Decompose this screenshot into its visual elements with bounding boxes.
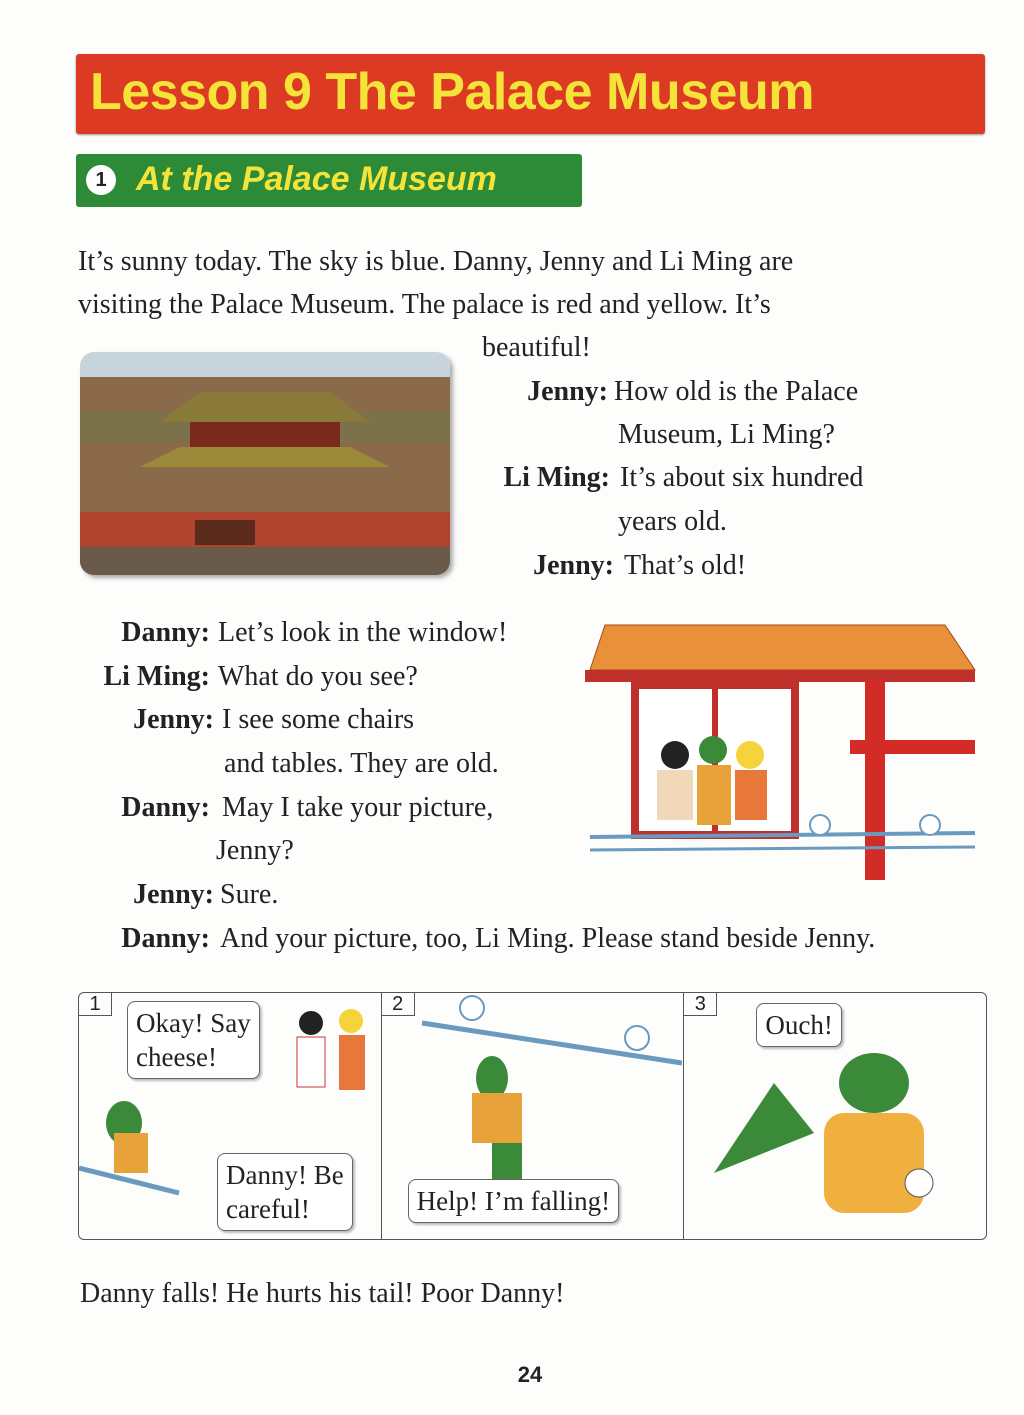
speaker-label: Danny:	[121, 923, 210, 954]
panel-number: 1	[79, 993, 112, 1016]
bubble-line: cheese!	[136, 1042, 217, 1072]
dialogue-line: Sure.	[220, 879, 279, 910]
speaker-label: Jenny:	[133, 704, 214, 735]
dialogue-line: What do you see?	[218, 661, 418, 692]
page-number: 24	[517, 1362, 543, 1387]
speaker-label: Li Ming:	[103, 661, 210, 692]
intro-line: It’s sunny today. The sky is blue. Danny, Jenny and Li Ming are	[78, 246, 794, 277]
speaker-label: Jenny:	[133, 879, 214, 910]
dialogue-line: I see some chairs	[222, 704, 415, 735]
bubble-line: Danny! Be	[226, 1160, 344, 1190]
dialogue-line: and tables. They are old.	[224, 748, 499, 779]
panel-number: 3	[684, 993, 717, 1016]
comic-panel-3	[684, 993, 986, 1239]
speaker-label: Jenny:	[533, 550, 614, 581]
intro-line: visiting the Palace Museum. The palace is red and yellow. It’s	[78, 289, 771, 320]
comic-panel-1	[79, 993, 382, 1239]
dialogue-line: Museum, Li Ming?	[618, 419, 835, 450]
lesson-title-banner	[76, 54, 985, 134]
dialogue-line: years old.	[618, 506, 727, 537]
lesson-title: Lesson 9 The Palace Museum	[90, 63, 814, 121]
comic-panel-2	[382, 993, 685, 1239]
bubble-line: careful!	[226, 1194, 310, 1224]
speech-bubble	[408, 1179, 619, 1223]
intro-line: beautiful!	[482, 332, 591, 363]
section-number: 1	[86, 165, 116, 195]
palace-museum-photo	[80, 352, 450, 575]
dialogue-line: It’s about six hundred	[620, 462, 864, 493]
comic-strip	[78, 992, 987, 1240]
window-illustration	[585, 615, 980, 900]
dialogue-line: How old is the Palace	[614, 376, 859, 407]
dialogue-line: That’s old!	[624, 550, 747, 581]
section-banner	[76, 154, 582, 207]
closing-text: Danny falls! He hurts his tail! Poor Danny!	[80, 1278, 565, 1309]
dialogue-line: And your picture, too, Li Ming. Please stand beside Jenny.	[220, 923, 876, 954]
speaker-label: Danny:	[121, 792, 210, 823]
bubble-line: Okay! Say	[136, 1008, 251, 1038]
dialogue-line: Let’s look in the window!	[218, 617, 508, 648]
dialogue-line: Jenny?	[216, 835, 294, 866]
speaker-label: Jenny:	[527, 376, 608, 407]
dialogue-line: May I take your picture,	[222, 792, 494, 823]
speaker-label: Danny:	[121, 617, 210, 648]
panel-number: 2	[382, 993, 415, 1016]
danny-hurt-drawing	[684, 993, 984, 1239]
speaker-label: Li Ming:	[503, 462, 610, 493]
danny-camera-drawing	[79, 993, 379, 1239]
section-title: At the Palace Museum	[136, 160, 497, 198]
bubble-line: Help! I’m falling!	[416, 1186, 611, 1216]
bubble-line: Ouch!	[765, 1010, 833, 1040]
